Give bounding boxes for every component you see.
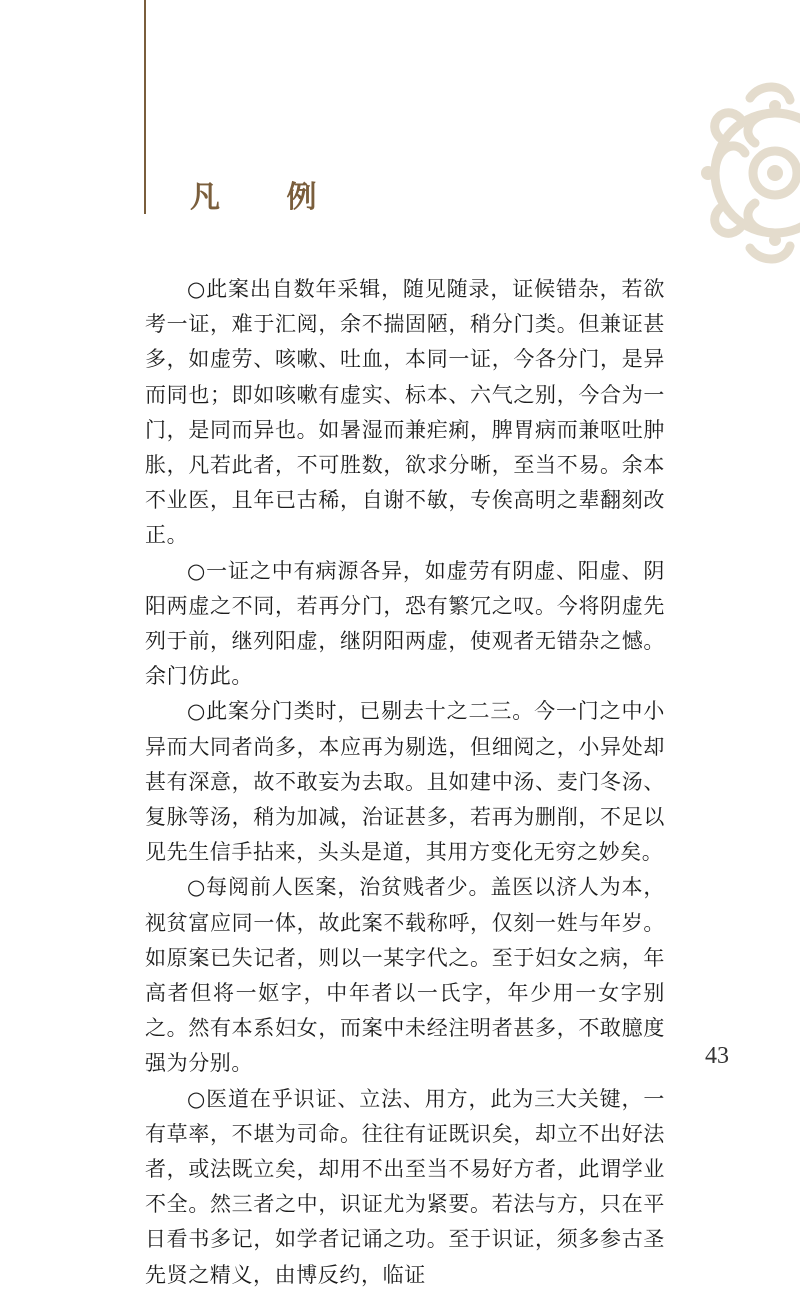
paragraph: ○一证之中有病源各异，如虚劳有阴虚、阳虚、阴阳两虚之不同，若再分门，恐有繁冗之叹。今将阴虚先列于前，继列阳虚，继阴阳两虚，使观者无错杂之憾。余门仿此。 [145,558,665,689]
page-number: 43 [705,1043,729,1069]
paragraph: ○此案出自数年采辑，随见随录，证候错杂，若欲考一证，难于汇阅，余不揣固陋，稍分门类。但兼证甚多，如虚劳、咳嗽、吐血，本同一证，今各分门，是异而同也；即如咳嗽有虚实、标本、六气之别，今合为一门，是同而异也。如暑湿而兼疟痢，脾胃病而兼呕吐肿胀，凡若此者，不可胜数，欲求分晰，至当不易。余本不业医，且年已古稀，自谢不敏，专俟高明之辈翻刻改正。 [145,277,665,548]
page-title: 凡 例 [190,180,345,215]
cloud-scroll-ornament-icon [680,78,800,268]
vertical-rule [144,0,146,214]
paragraph: ○每阅前人医案，治贫贱者少。盖医以济人为本，视贫富应同一体，故此案不载称呼，仅刻一姓与年岁。如原案已失记者，则以一某字代之。至于妇女之病，年高者但将一妪字，中年者以一氏字，年少用一女字别之。然有本系妇女，而案中未经注明者甚多，不敢臆度强为分别。 [145,875,665,1076]
paragraph: ○医道在乎识证、立法、用方，此为三大关键，一有草率，不堪为司命。往往有证既识矣，却立不出好法者，或法既立矣，却用不出至当不易好方者，此谓学业不全。然三者之中，识证尤为紧要。若法与方，只在平日看书多记，如学者记诵之功。至于识证，须多参古圣先贤之精义，由博反约，临证 [145,1086,665,1287]
body-text [145,272,665,1293]
paragraph: ○此案分门类时，已剔去十之二三。今一门之中小异而大同者尚多，本应再为剔选，但细阅之，小异处却甚有深意，故不敢妄为去取。且如建中汤、麦门冬汤、复脉等汤，稍为加减，治证甚多，若再为删削，不足以见先生信手拈来，头头是道，其用方变化无穷之妙矣。 [145,699,665,865]
